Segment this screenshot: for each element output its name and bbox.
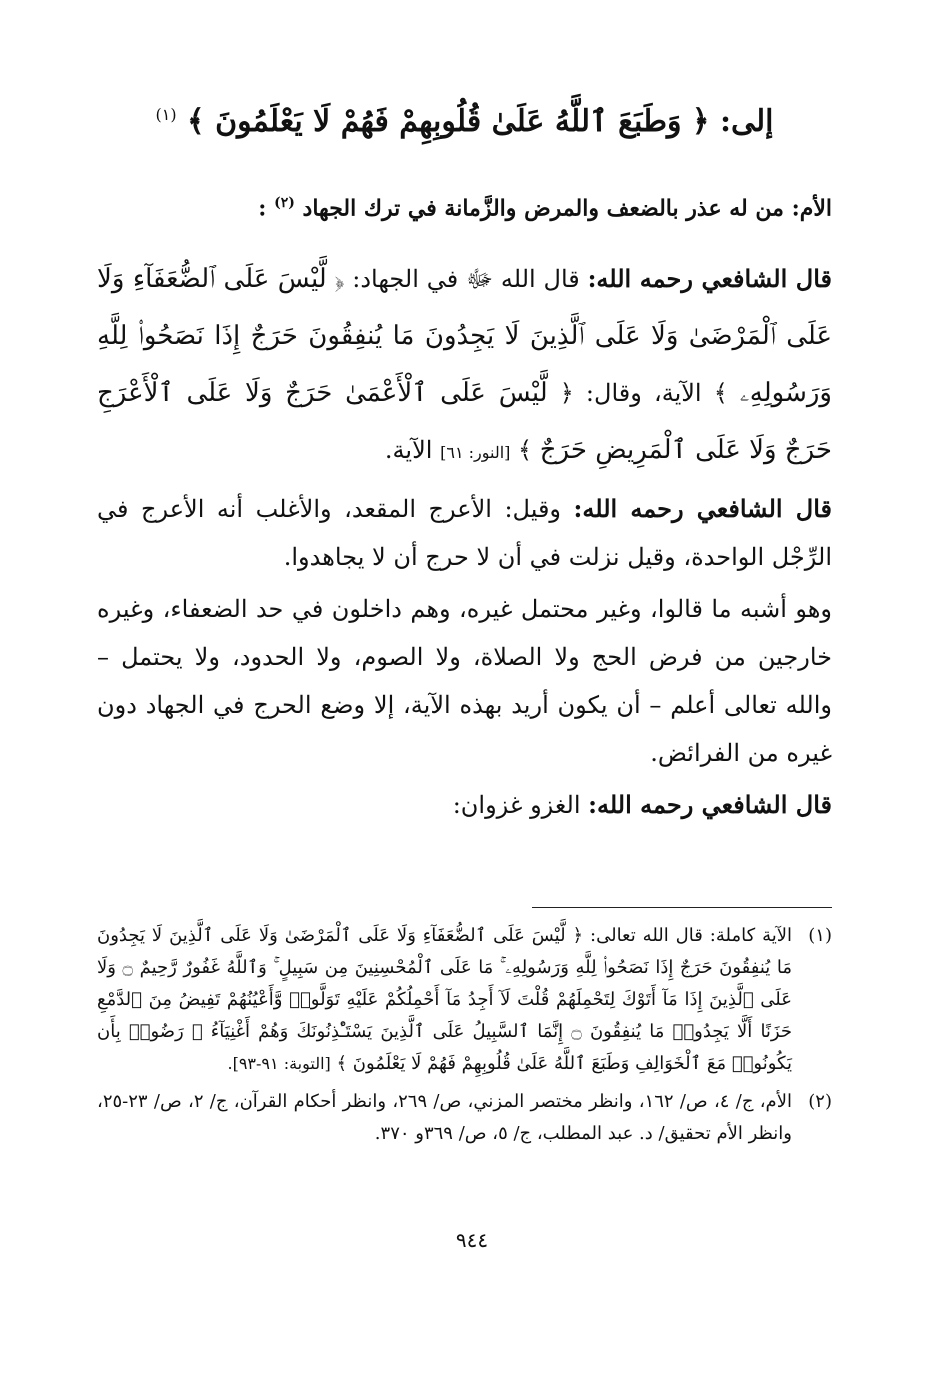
footnote bbox=[97, 920, 832, 1080]
footnote-text bbox=[97, 920, 792, 1080]
main-text bbox=[97, 250, 832, 829]
verse-reference: [التوبة: ٩١-٩٣]. bbox=[227, 1054, 331, 1074]
footnote-divider bbox=[532, 907, 832, 908]
quran-verse: لَّيْسَ عَلَى ٱلْأَعْمَىٰ حَرَجٌ وَلَا عَلَى ٱلْأَعْرَجِ حَرَجٌ وَلَا عَلَى ٱلْمَرِيضِ حَرَجٌ bbox=[97, 378, 832, 466]
section-heading bbox=[97, 183, 832, 228]
paragraph bbox=[97, 250, 832, 481]
text-run: ﴾ bbox=[518, 436, 533, 465]
text-run: ﴾ bbox=[336, 1053, 348, 1075]
footnote-marker: (١) bbox=[155, 105, 177, 124]
speaker-label: قال الشافعي رحمه الله: bbox=[573, 494, 832, 524]
heading-text: الأم: من له عذر بالضعف والمرض والزَّمانة في ترك الجهاد bbox=[302, 195, 832, 222]
text-run: ﴾ الآية، وقال: ﴿ bbox=[559, 379, 728, 408]
page-number: ٩٤٤ bbox=[455, 1228, 489, 1252]
footnote-number: (١) bbox=[808, 925, 832, 947]
paragraph bbox=[97, 781, 832, 829]
quran-verse: لَّيْسَ عَلَى ٱلضُّعَفَآءِ وَلَا عَلَى ٱلْمَرْضَىٰ وَلَا عَلَى ٱلَّذِينَ لَا يَجِدُونَ مَا يُنفِقُونَ حَرَجٌ إِذَا نَصَحُوا۟ لِلَّهِ وَرَسُولِهِۦ ۚ مَا عَلَى ٱلْمُحْسِنِينَ مِن سَبِيلٍ ۚ وَٱللَّهُ غَفُورٌ رَّحِيمٌ ۝ وَلَا عَلَى ٱلَّذِينَ إِذَا مَآ أَتَوْكَ لِتَحْمِلَهُمْ قُلْتَ لَآ أَجِدُ مَآ أَحْمِلُكُمْ عَلَيْهِ تَوَلَّوا۟ وَّأَعْيُنُهُمْ تَفِيضُ مِنَ ٱلدَّمْعِ حَزَنًا أَلَّا يَجِدُوا۟ مَا يُنفِقُونَ ۝ إِنَّمَا ٱلسَّبِيلُ عَلَى ٱلَّذِينَ يَسْتَـْٔذِنُونَكَ وَهُمْ أَغْنِيَآءُ ۚ رَضُوا۟ بِأَن يَكُونُوا۟ مَعَ ٱلْخَوَالِفِ وَطَبَعَ ٱللَّهُ عَلَىٰ قُلُوبِهِمْ فَهُمْ لَا يَعْلَمُونَ bbox=[97, 925, 792, 1075]
verse-close: ﴾ bbox=[187, 104, 205, 139]
quran-verse: وَطَبَعَ ٱللَّهُ عَلَىٰ قُلُوبِهِمْ فَهُمْ لَا يَعْلَمُونَ bbox=[215, 104, 682, 139]
footnote-number: (٢) bbox=[808, 1091, 832, 1113]
verse-reference: [النور: ٦١] bbox=[440, 443, 511, 463]
paragraph bbox=[97, 485, 832, 581]
text-run: قال الله ﷻ في الجهاد: ﴿ bbox=[334, 265, 588, 294]
footnote bbox=[97, 1086, 832, 1150]
quran-verse: لَّيْسَ عَلَى ٱلضُّعَفَآءِ وَلَا عَلَى ٱلْمَرْضَىٰ وَلَا عَلَى ٱلَّذِينَ لَا يَجِدُونَ مَا يُنفِقُونَ حَرَجٌ إِذَا نَصَحُوا۟ لِلَّهِ وَرَسُولِهِۦ bbox=[97, 264, 832, 409]
text-run: الآية. bbox=[384, 436, 441, 465]
heading-colon: : bbox=[258, 195, 267, 222]
footnote-text: الأم، ج/ ٤، ص/ ١٦٢، وانظر مختصر المزني، ص/ ٢٦٩، وانظر أحكام القرآن، ج/ ٢، ص/ ٢٣-٢٥، وانظر الأم تحقيق/ د. عبد المطلب، ج/ ٥، ص/ ٣٦٩و ٣٧٠. bbox=[97, 1091, 792, 1145]
verse-prefix: إلى: ﴿ bbox=[691, 104, 774, 139]
speaker-label: قال الشافعي رحمه الله: bbox=[587, 264, 832, 294]
footnote-marker: (٢) bbox=[274, 195, 295, 211]
text-run: وهو أشبه ما قالوا، وغير محتمل غيره، وهم داخلون في حد الضعفاء، وغيره خارجين من فرض الحج ولا الصلاة، ولا الصوم، ولا الحدود، ولا يحتمل – والله تعالى أعلم – أن يكون أريد بهذه الآية، إلا وضع الحرج في الجهاد دون غيره من الفرائض. bbox=[97, 595, 833, 768]
verse-continuation-line bbox=[97, 90, 832, 147]
text-run: وقيل: الأعرج المقعد، والأغلب أنه الأعرج في الرِّجْل الواحدة، وقيل نزلت في أن لا حرج أن لا يجاهدوا. bbox=[97, 495, 832, 572]
text-run: الآية كاملة: قال الله تعالى: ﴿ bbox=[572, 925, 792, 947]
paragraph bbox=[97, 585, 832, 777]
text-run: الغزو غزوان: bbox=[452, 791, 589, 820]
speaker-label: قال الشافعي رحمه الله: bbox=[588, 790, 832, 820]
